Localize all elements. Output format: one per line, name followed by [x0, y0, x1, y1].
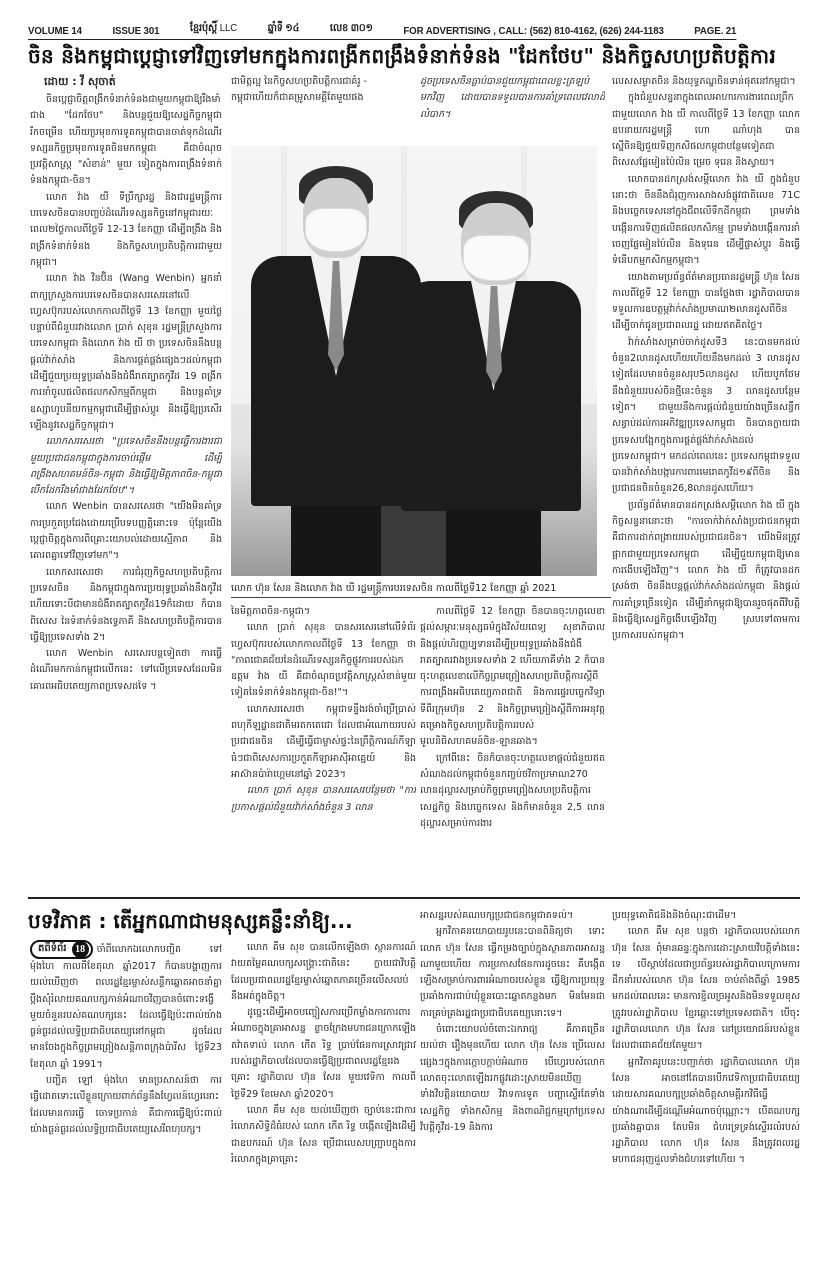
- issue-km: លេខ ៣០១: [329, 22, 373, 34]
- article2-headline: បទវិភាគ : តើអ្នកណាជាមនុស្សគន្លឹះនាំឱ្យ...: [28, 909, 353, 933]
- paragraph: អាសន្នរបស់គណបក្សប្រជាជនកម្ពុជាតទល់។: [420, 910, 574, 921]
- paragraph-text: ចាំពីលោកឯលោកបញ្ជិត ទៅ ម៉ុងហៃ កាលពីខែតុលា ឆ្នាំ2017 ក៏បានបង្ហាញការយល់ឃើញថា ពលរដ្ឋខ្មែរម្ចាស់សន្លឹកឆ្នោតអាចនាំគ្នាប្ដឹងសុំរំលាយគណបក្សកាន់អំណាចវិញបានចំពោះទង្វើមួយចំនួនរបស់គណបក្សនេះ ដែលធ្វើឱ្យប៉ះពាល់យ៉ាងធ្ងន់ធ្ងរដល់លទ្ធិប្រជាធិបតេយ្យនៅកម្ពុជា ដូចដែលមានចែងក្នុងកិច្ចព្រមព្រៀងសន្តិភាពក្រុងប៉ារីស ថ្ងៃទី23 ខែតុលា ឆ្នាំ 1991។: [30, 944, 222, 1070]
- photo-person-right: [401, 191, 581, 576]
- paragraph: ចំពោះយោបល់ចំពោះឯករាជ្យ គឺភាគច្រើនយល់ថា រឿងមុនហើយ លោក ហ៊ុន សែន ប្រើលេសផ្សេងៗក្នុងការក្ដោបក្ដាប់អំណាច បើហ្វេរបស់លោក លោតចុះលោតឡើងរកផ្លូវដោះស្រាយមិនឃើញ ទាំងវិបត្តិនយោបាយ វិវាទការទូត បញ្ហាស្ទើរតែទាំងសេដ្ឋកិច្ច ទាំងកសិកម្ម និងពាណិជ្ជកម្មក្រៅប្រទេស វិបត្តិកូវីដ-19 និងការ: [420, 1024, 605, 1133]
- paragraph: លោកសរសេរថា "ប្រទេសចិននឹងបន្តធ្វើការងារជាមួយប្រជាជនកម្ពុជាក្នុងការចាប់ផ្ដើម ដើម្បីពង្រឹងសហគមន៍ចិន-កម្ពុជា និងធ្វើឱ្យមិត្តភាពចិន-កម្ពុជាបើកដែករឹងមាំជាងដែកថែប"។: [30, 436, 222, 497]
- paragraph: លោក គឹម សុខ បន្តថា រដ្ឋាភិបាលរបស់លោក ហ៊ុន សែន ពុំមានឆន្ទៈក្នុងការដោះស្រាយវិបត្តិទាំងនេះទេ បើស្ដាប់ដែលជាប្រព័ន្ធរបស់រដ្ឋាភិបាលក្រោមការដឹកនាំរបស់លោក ហ៊ុន សែន ចាប់តាំងពីឆ្នាំ 1985 មកដល់ពេលនេះ មានការខ្ជិលច្រអូសនិងមិនទទួលខុសត្រូវរបស់រដ្ឋាភិបាល ខ្មែរឆ្ពោះទៅប្រទេសជាតិ។ បើចុះរដ្ឋាភិបាលលោក ហ៊ុន សែន នៅប្រយោជន៍របស់ខ្លួន ដែលជាជោគជ័យតែមួយ។: [612, 926, 800, 1052]
- paragraph: អ្នកវិភាគនយោបាយរូបនេះបានពិនិត្យថា ទោះលោក ហ៊ុន សែន ធ្វើកម្រងច្បាប់ក្នុងស្ថានភាពអាសន្នណាមួយហើយ ការប្រកាសផែនការដូចនេះ គឺបង្កើតឡើងសម្រាប់ការពារអំណាចរបស់ខ្លួន ធ្វើឱ្យការប្រយុទ្ធប្រឆាំងការជាប់ឃុំខ្លួនបោះឆ្នោតកន្លងមក មិនមែនជាការគ្រប់គ្រងរដ្ឋជាប្រជាធិបតេយ្យនោះទេ។: [420, 926, 605, 1019]
- continued-page-number: 18: [72, 941, 89, 958]
- paragraph: លោក គឹម សុខ បានលើកឡើងថា ស្ថានការណ៍វាយតម្លៃគណបក្សសង្គ្រោះជាតិនេះ ក្លាយជាវិបត្តិ ដែលប្រជាពលរដ្ឋខ្មែរម្ចាស់ឆ្នោតភាគច្រើនលើសលប់នឹងអត់ក្នុងចិត្ត។: [231, 942, 416, 1002]
- photo-caption: លោក ហ៊ុន សែន និងលោក វ៉ាង យី រដ្ឋមន្ត្រីការបរទេសចិន កាលពីថ្ងៃទី12 ខែកញ្ញា ឆ្នាំ 2021: [231, 580, 611, 598]
- article1-column-3-top: [420, 74, 605, 140]
- advertising-contact: FOR ADVERTISING , CALL: (562) 810-4162, (626) 244-1183: [403, 25, 664, 37]
- paragraph: បញ្ហិត ឡៅ ម៉ុងហៃ មានប្រសាសន៍ថា ការធ្វើដោតទោះលើខ្លួនក្រោយពាក់ព័ន្ធនឹងហ្វែលន៍ហ្វេរនោះ ដែលមានការធ្វើ ចោទប្រកាន់ គឺជាការធ្វើឱ្យប៉ះពាល់យ៉ាងធ្ងន់ធ្ងរដល់លទ្ធិប្រជាធិបតេយ្យសេរីពហុបក្ស។: [30, 1075, 222, 1135]
- paragraph: ដូចប្រទេសចិនធ្លាប់បានជួយកម្ពុជាពេលខ្លះត្រឡប់មកវិញ ដោយបានទទួលបានការគាំទ្រពេលវេលាដ៏លំបាក។: [420, 76, 605, 120]
- section-divider: [28, 897, 800, 899]
- issue-label: ISSUE 301: [112, 25, 160, 37]
- paragraph: លោកសរសេរថា ការជំរុញកិច្ចសហប្រតិបត្តិការប្រទេសចិន និងកម្ពុជាក្នុងការប្រយុទ្ធប្រឆាំងនឹងកូវីដ ហើយទោះបីជាមានជំងឺរាតត្បាតកូវីដ19ក៏ដោយ ក៏បាន ពិសេស នៃទំនាក់ទំនងទ្វេភាគី និងសហប្រតិបត្តិការបានធ្វើឱ្យប្រទេសទាំង 2។: [30, 566, 222, 643]
- article1-column-2-top: [231, 74, 416, 108]
- paragraph: លោក វ៉ាង យី ទីប្រឹក្សារដ្ឋ និងជារដ្ឋមន្ត្រីការបរទេសចិនបានបញ្ចប់ដំណើរទស្សនកិច្ចនៅកម្ពុជារយៈពេល២ថ្ងៃកាលពីថ្ងៃទី 12-13 ខែកញ្ញា ដើម្បីពង្រឹង និងពង្រីកទំនាក់ទំនង និងកិច្ចសហប្រតិបត្តិការជាមួយកម្ពុជា។: [30, 191, 222, 268]
- paragraph: លេសសម្ងាតចិន និងយុទ្ធភណ្ឌចិនទាន់ផុតនៅកម្ពុជា។: [612, 76, 796, 87]
- article1-headline: ចិន និងកម្ពុជាប្ដេជ្ញាទៅវិញទៅមកក្នុងការពង្រីកពង្រឹងទំនាក់ទំនង "ដែកថែប" និងកិច្ចសហប្រតិបត្តិការ: [28, 44, 777, 68]
- article2-column-4: [612, 908, 800, 1240]
- page-number: PAGE. 21: [694, 25, 737, 37]
- publisher-llc: LLC: [219, 22, 238, 34]
- article2-column-3: [420, 908, 605, 1240]
- paragraph: ចិនប្ដេជ្ញាចិត្តពង្រីកទំនាក់ទំនងជាមួយកម្ពុជាឱ្យរឹងមាំជាង "ដែកថែប" និងបន្តជួយឱ្យសេដ្ឋកិច្ចកម្ពុជារីកចម្រើន ហើយប្រមុខការទូតកម្ពុជាបានចាត់ទុកដំណើរទស្សនកិច្ចប្រមុខការទូតចិនមកកម្ពុជា គឺជាចំណុចប្រវត្តិសាស្ត្រ "សំខាន់" មួយ ទៀតក្នុងការពង្រឹងទំនាក់ទំនងកម្ពុជា-ចិន។: [30, 94, 222, 187]
- article2-column-1: [30, 940, 222, 1240]
- paragraph: លោក ប្រាក់ សុខុន បានសរសេរនៅលើទំព័រហ្វេសប៊ុករបស់លោកកាលពីថ្ងៃទី 13 ខែកញ្ញា ថា "ភាពជោគជ័យនៃដំណើរទស្សនកិច្ចផ្លូវការរបស់ឯកឧត្តម វ៉ាង យី គឺជាចំណុចប្រវត្តិសាស្ត្រសំខាន់មួយទៀតនៃទំនាក់ទំនងកម្ពុជា-ចិន!"។: [231, 622, 416, 699]
- paragraph: វ៉ាក់សាំងសម្រាប់ចាក់ដូសទី3 នេះបានមកដល់ចំនួន2លានដូសហើយហើយនឹងមកដល់ 3 លានដូសទៀតដែលមានចំនួនសរុប5លានដូស ហើយបូកថែមនឹងជំនួយរបស់ចិនថ្មីនេះចំនួន 3 លានដូសបន្ថែមទៀត។ ជាមួយនឹងការផ្ដល់ជំនួយយ៉ាងច្រើនសន្ធឹកសន្ធាប់ដល់ការអភិវឌ្ឍប្រទេសកម្ពុជា ចិនបានក្លាយជាប្រទេសបង្អែកក្នុងការផ្គត់ផ្គង់វ៉ាក់សាំងដល់ប្រទេសកម្ពុជា។ មកដល់ពេលនេះ ប្រទេសកម្ពុជាទទួលបានវ៉ាក់សាំងបង្ការការពារមេរោគកូវីដ១៩ពីចិន និងប្រជាជនចិនចំនួន26,8លានដូសហើយ។: [612, 336, 800, 495]
- paragraph: ដូច្នេះដើម្បីអាចបញ្ចៀសការប្រើកម្លាំងការការពារអំណាចក្នុងគ្រាអាសន្ន ខ្លាចក្រែងមហាជនក្រោកឡើងតវ៉ាតទាល់ លោក កើត រិទ្ធ ប្រាប់ផែនការស្រាវជ្រាវរបស់រដ្ឋាភិបាលដែលបានធ្វើឱ្យប្រជាពលរដ្ឋខ្មែររងគ្រោះ រដ្ឋាភិបាល ហ៊ុន សែន មួយវេទិកា កាលពីថ្ងៃទី29 ខែមេសា ឆ្នាំ2020។: [231, 1007, 416, 1100]
- paragraph: ប្រព័ន្ធព័ត៌មានបានដកស្រង់សម្ដីលោក វ៉ាង យី ក្នុងកិច្ចសន្ទនានោះថា "ការចាក់វ៉ាក់សាំងប្រជាជនកម្ពុជា គឺជាការដាក់ពង្រាយរបស់ប្រជាជនចិន។ យើងមិនត្រូវផ្អាកជាមួយប្រទេសកម្ពុជា ដើម្បីជួយកម្ពុជាឱ្យមានការងើបឡើងវិញ"។ លោក វ៉ាង យី ក៏ត្រូវបានដកស្រង់ថា ចិននឹងបន្តផ្ដល់វ៉ាក់សាំងដល់កម្ពុជា និងផ្ដល់ការគាំទ្រច្រើនទៀត ដើម្បីនាំកម្ពុជាឱ្យបានរួចផុតពីវិបត្តិ និងធ្វើឱ្យសេដ្ឋកិច្ចងើបឡើងវិញ ស្របទៅតាមការប្រកាសរបស់កម្ពុជា។: [612, 499, 800, 642]
- paragraph: លោក Wenbin បានសរសេរថា "យើងមិនគាំទ្រការប្រកួតប្រជែងដោយប្រើបទបញ្ញត្តិនោះទេ ប៉ុន្តែយើងប្ដេជ្ញាចិត្តក្នុងការពិគ្រោះយោបល់ដោយស្មើភាព និងគោរពគ្នាទៅវិញទៅមក"។: [30, 501, 222, 562]
- volume-label: VOLUME 14: [28, 25, 82, 37]
- paragraph: លោក ប្រាក់ សុខុន បានសរសេរបន្ថែមថា "ការប្រកាសផ្ដល់ជំនួយវ៉ាក់សាំងចំនួន 3 លាន: [231, 785, 416, 813]
- photo-person-left: [251, 166, 421, 576]
- article1-column-1: [30, 74, 222, 874]
- continued-from-badge[interactable]: [30, 940, 93, 959]
- paragraph: លោក Wenbin សរសេរបន្តទៀតថា ការធ្វើដំណើរមកកាន់កម្ពុជាលើកនេះ ទៅលើប្រទេសដែលមិនគោរពអធិបតេយ្យភាពប្រទេសដទៃ ។: [30, 648, 222, 692]
- paragraph: ប្រយុទ្ធគោតិជនិងនិងចំណុះជាដើម។: [612, 910, 737, 921]
- article1-column-3-bottom: [420, 604, 605, 889]
- year-km: ឆ្នាំទី ១៤: [267, 22, 300, 34]
- paragraph: នៃមិត្តភាពចិន-កម្ពុជា។: [231, 606, 311, 617]
- continued-label: តពីទំព័រ: [38, 943, 67, 955]
- paragraph: លោកបានដកស្រង់សម្ដីលោក វ៉ាង យី ក្នុងជំនួបនោះថា ចិននឹងជំរុញការសាងសង់ផ្លូវជាតិលេខ 71C និងបច្ចេកទេសនៅក្នុងជីពលើទឹកដីកម្ពុជា ព្រមទាំងបង្កើនការទិញផលិតផលកសិកម្ម ព្រមទាំងបង្កើនការនាំចេញផ្លែមៀនប៉ៃលិន និងទុរេន ដើម្បីផ្លាស់ប្ដូរ និងធ្វើទំនើបកម្មកសិកម្មកម្ពុជា។: [612, 173, 800, 267]
- paragraph: កាលពីថ្ងៃទី 12 ខែកញ្ញា ចិនបានចុះហត្ថលេខាផ្ដល់សម្ភារៈមនុស្សធម៌ក្នុងវិស័យពេទ្យ សុខាភិបាល និងផ្ដល់ហិរញ្ញប្បទានដើម្បីប្រយុទ្ធប្រឆាំងនឹងជំងឺរាតត្បាតរវាងប្រទេសទាំង 2 ហើយភាគីទាំង 2 ក៏បានចុះហត្ថលេខាលើកិច្ចព្រមព្រៀងសហប្រតិបត្តិការស្ដីពីការពង្រឹងអធិបតេយ្យភាពជាតិ និងការផ្ទេរបច្ចេកវិទ្យា ទីពីរក្រុមហ៊ុន 2 និងកិច្ចព្រមព្រៀងស្ដីពីការអនុវត្តគម្រោងកិច្ចសហប្រតិបត្តិការរបស់មូលនិធិសហគមន៍ចិន-ឡានឆាង។: [420, 606, 605, 748]
- article1-photo: [231, 146, 597, 576]
- paragraph: ជាមិត្តល្អ នៃកិច្ចសហប្រតិបត្តិការជាគំរូ -: [231, 76, 367, 87]
- publisher-name-km: ខ្មែរប៉ុស្ដិ៍: [189, 22, 218, 34]
- paragraph: លោក គឹម សុខ យល់ឃើញថា ច្បាប់នេះជាការរំលោភសិទ្ធិដ៏ធំរបស់ លោក កើត រិទ្ធ បង្កើតឡើងដើម្បីជាឧបករណ៍ ហ៊ុន សែន ប្រើជាលេសបញ្ជ្រាបក្នុងការរំលោភក្នុងគ្រាគ្រោះ: [231, 1104, 416, 1165]
- paragraph: ក្រៅពីនេះ ចិនក៏បានចុះហត្ថលេខាផ្ដល់ជំនួយឥតសំណងដល់កម្ពុជាចំនួនកញ្ចប់ថវិកាប្រមាណ270 លានដុល្លារសម្រាប់កិច្ចព្រមព្រៀងសហប្រតិបត្តិការសេដ្ឋកិច្ច និងបច្ចេកទេស និងក៏មានចំនួន 2,5 លានដុល្លារសម្រាប់ការងារ: [420, 752, 605, 829]
- paragraph: [30, 940, 222, 1073]
- article1-column-4: [612, 74, 800, 889]
- publisher-name: [190, 22, 237, 37]
- paragraph: អ្នកវិភាគរូបនេះបញ្ជាក់ថា រដ្ឋាភិបាលលោក ហ៊ុន សែន អាចនៅតែបានបើកវេទិកាប្រជាធិបតេយ្យ ដោយសារគណបក្សប្រឆាំងចិត្តសាមគ្គីរកវិធីធ្វើយ៉ាងណាដើម្បីដណ្ដើមអំណាចប៉ុណ្ណោះ។ បើគណបក្សប្រឆាំងគ្នាបាន តែបមិន ជំហរទ្រទ្រង់ស្ទើររលំរបស់រដ្ឋាភិបាល លោក ហ៊ុន សែន នឹងត្រូវពលរដ្ឋមហាជនរុញដួលទាំងជំហរទៅហើយ ។: [612, 1056, 800, 1166]
- paragraph: លោក វ៉ាង វិនប៊ិន (Wang Wenbin) អ្នកនាំពាក្យក្រសួងការបរទេសចិនបានសរសេរនៅលើហ្វេសប៊ុករបស់លោកកាលពីថ្ងៃទី 13 ខែកញ្ញា មួយថ្ងៃបន្ទាប់ពីជំនួបរវាងលោក ប្រាក់ សុខុន រដ្ឋមន្ត្រីក្រសួងការបរទេសកម្ពុជា និងលោក វ៉ាង យី ថា ប្រទេសចិននឹងបន្តផ្ដល់វ៉ាក់សាំង និងការផ្គត់ផ្គង់ផ្សេងៗដល់កម្ពុជា ដើម្បីជួយប្រយុទ្ធប្រឆាំងនឹងជំងឺរាតត្បាតកូវីដ 19 ពង្រីកការនាំចូលផលិតផលកសិកម្មពីកម្ពុជា និងបន្តគាំទ្រឧស្សាហូបនីយកម្មកម្ពុជាដើម្បីផ្លាស់ប្ដូរ និងធ្វើឱ្យប្រសើរឡើងនូវសេដ្ឋកិច្ចកម្ពុជា។: [30, 273, 222, 431]
- paragraph: យោងតាមប្រព័ន្ធព័ត៌មានប្រធានរដ្ឋមន្ត្រី ហ៊ុន សែន កាលពីថ្ងៃទី 12 ខែកញ្ញា បានថ្លែងថា រដ្ឋាភិបាលបានទទួលការឧបត្ថម្ភវ៉ាក់សាំងប្រមាណ២លានដូសពីចិន ដើម្បីចាក់ជូនប្រជាពលរដ្ឋ ដោយឥតគិតថ្លៃ។: [612, 271, 800, 332]
- article1-column-2-bottom: [231, 604, 416, 889]
- article2-column-2: [231, 940, 416, 1240]
- article1-byline: ដោយ : វី សុចាត់: [44, 75, 116, 88]
- paragraph: លោកសរសេរថា កម្ពុជាទន្ទឹងរង់ចាំប្រើប្រាស់ពហុកីឡដ្ឋានជាតិមរតកតេជោ ដែលជាអំណោយរបស់ប្រជាជនចិន ដើម្បីធ្វើជាម្ចាស់ផ្ទះនៃព្រឹត្តិការណ៍កីឡាធំៗជាពិសេសការប្រកួតកីឡាអាស៊ីអាគ្នេយ៍ និងអាស៊ានប៉ារ៉ាហ្គេមនៅឆ្នាំ 2023។: [231, 703, 416, 780]
- masthead: [28, 20, 736, 40]
- paragraph: កម្ពុជាហើយក៏ជាគម្រូសាមគ្គីតែមួយផង: [231, 92, 364, 104]
- paragraph: ក្នុងជំនួបសន្ទនាក្នុងពេលអាហារការងារពេលព្រឹកជាមួយលោក វ៉ាង យី កាលពីថ្ងៃទី 13 ខែកញ្ញា លោកឧបនាយករដ្ឋមន្ត្រី ហោ ណាំហុង បានស្នើចិនឱ្យជួយទិញកសិផលកម្ពុជាបន្ថែមទៀតជាពិសេសផ្លែមៀនប៉ៃលិន ម្រេច ទុរេន និងស្វាយ។: [612, 92, 800, 169]
